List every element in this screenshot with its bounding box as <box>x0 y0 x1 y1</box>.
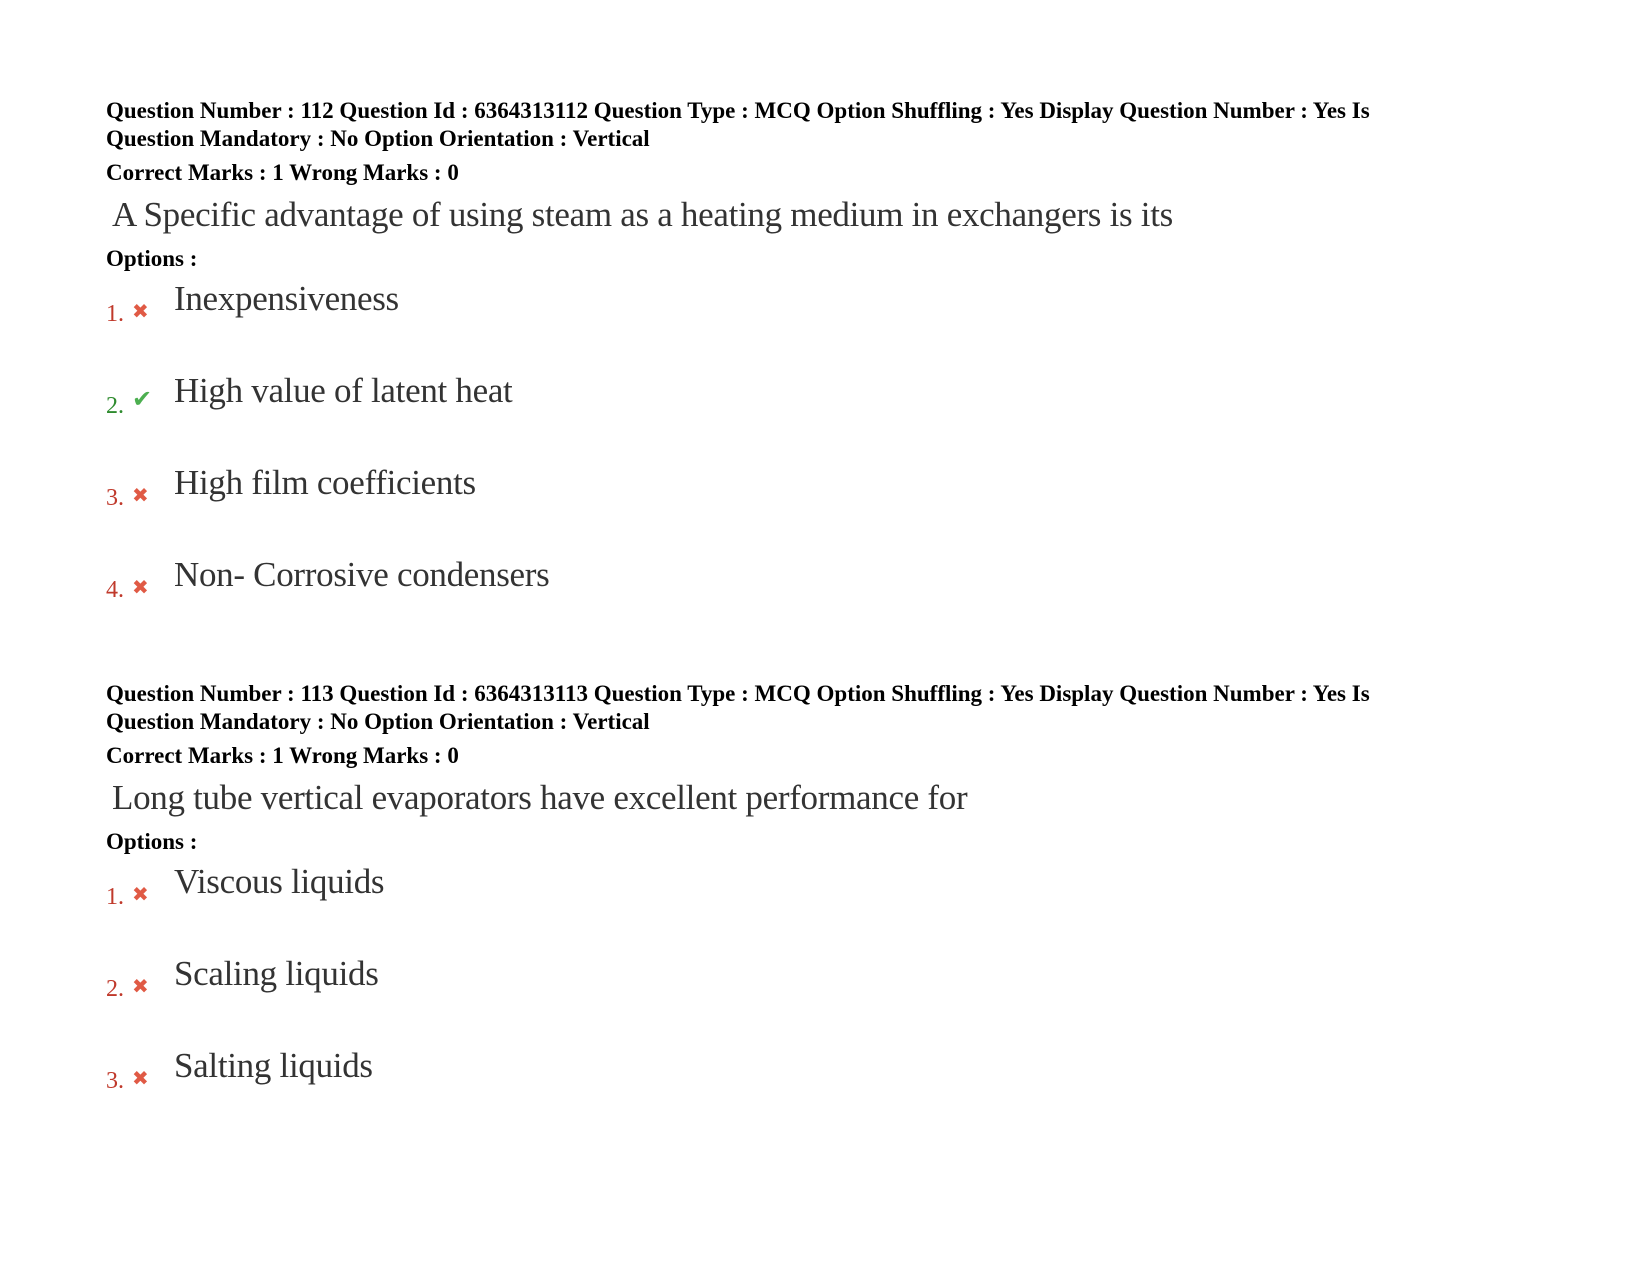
question-stem: Long tube vertical evaporators have excellent performance for <box>112 778 968 817</box>
question-marks: Correct Marks : 1 Wrong Marks : 0 <box>106 743 459 768</box>
option-number: 3. <box>106 485 124 511</box>
option-item <box>106 555 1526 647</box>
options-list <box>106 862 1526 1138</box>
option-text: High value of latent heat <box>174 371 513 410</box>
option-number: 2. <box>106 393 124 419</box>
option-text: Salting liquids <box>174 1046 373 1085</box>
cross-icon: ✖ <box>132 974 149 998</box>
question-meta <box>106 97 1526 153</box>
question-marks: Correct Marks : 1 Wrong Marks : 0 <box>106 160 459 185</box>
question-meta-line1: Question Number : 112 Question Id : 6364313112 Question Type : MCQ Option Shuffling : Yes Display Question Number : Yes Is <box>106 98 1370 123</box>
option-number: 2. <box>106 976 124 1002</box>
question-block-113 <box>106 680 1526 1138</box>
question-block-112 <box>106 97 1526 647</box>
question-meta-line1: Question Number : 113 Question Id : 6364313113 Question Type : MCQ Option Shuffling : Yes Display Question Number : Yes Is <box>106 681 1370 706</box>
cross-icon: ✖ <box>132 299 149 323</box>
options-list <box>106 279 1526 647</box>
option-text: Scaling liquids <box>174 954 379 993</box>
question-meta-line2: Question Mandatory : No Option Orientation : Vertical <box>106 126 650 151</box>
option-number: 3. <box>106 1068 124 1094</box>
cross-icon: ✖ <box>132 882 149 906</box>
options-label: Options : <box>106 829 198 854</box>
option-item <box>106 371 1526 463</box>
option-item <box>106 279 1526 371</box>
option-number: 1. <box>106 884 124 910</box>
option-item <box>106 463 1526 555</box>
question-meta <box>106 680 1526 736</box>
cross-icon: ✖ <box>132 575 149 599</box>
option-item <box>106 954 1526 1046</box>
cross-icon: ✖ <box>132 483 149 507</box>
option-number: 4. <box>106 577 124 603</box>
question-stem: A Specific advantage of using steam as a heating medium in exchangers is its <box>112 195 1173 234</box>
question-meta-line2: Question Mandatory : No Option Orientation : Vertical <box>106 709 650 734</box>
option-text: Inexpensiveness <box>174 279 399 318</box>
options-label: Options : <box>106 246 198 271</box>
cross-icon: ✖ <box>132 1066 149 1090</box>
check-icon: ✔ <box>132 385 153 413</box>
option-text: Viscous liquids <box>174 862 385 901</box>
option-item <box>106 1046 1526 1138</box>
option-text: High film coefficients <box>174 463 476 502</box>
option-item <box>106 862 1526 954</box>
option-number: 1. <box>106 301 124 327</box>
option-text: Non- Corrosive condensers <box>174 555 550 594</box>
